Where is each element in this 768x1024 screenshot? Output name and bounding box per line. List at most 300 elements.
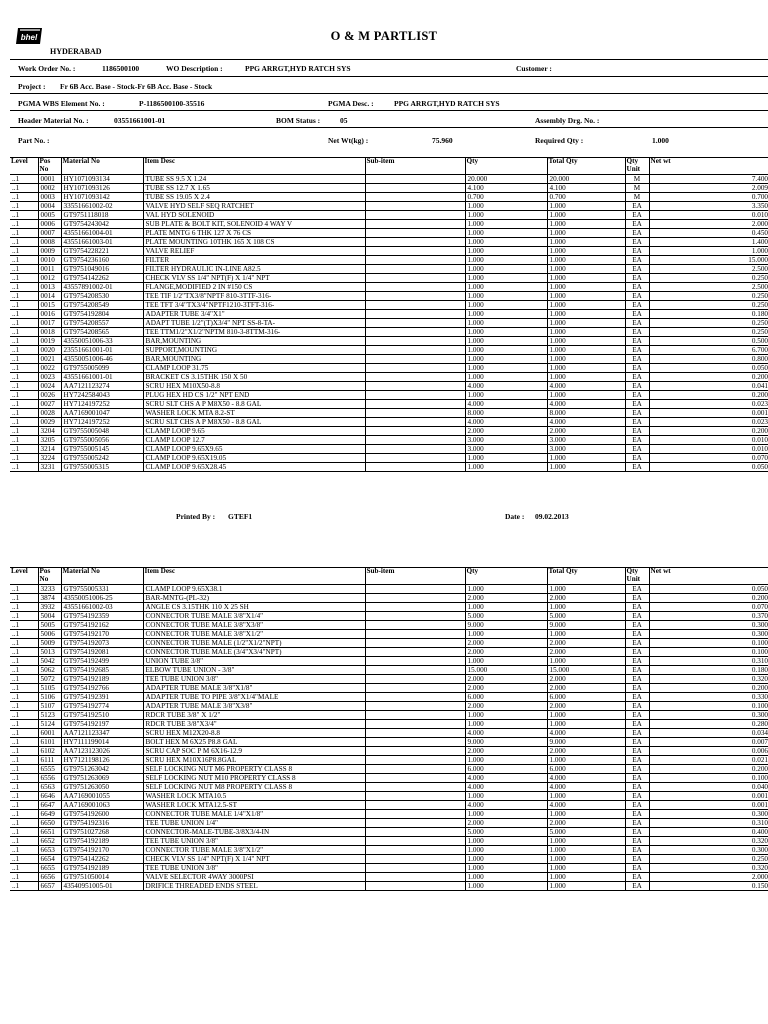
cell-material-no: AA7121123274 xyxy=(61,382,143,391)
cell-material-no: GT9754142262 xyxy=(61,274,143,283)
cell-material-no: AA7169001063 xyxy=(61,801,143,810)
cell-sub-item xyxy=(365,684,465,693)
cell-sub-item xyxy=(365,648,465,657)
divider xyxy=(10,93,768,94)
cell-item-desc: ELBOW TUBE UNION - 3/8" xyxy=(143,666,365,675)
cell-total-qty: 1.000 xyxy=(547,256,625,265)
cell-pos-no: 0005 xyxy=(38,211,61,220)
cell-qty-unit: EA xyxy=(625,301,649,310)
cell-net-wt: 0.370 xyxy=(649,612,768,621)
cell-item-desc: PLATE MNTG 6 THK 127 X 76 CS xyxy=(143,229,365,238)
cell-total-qty: 0.700 xyxy=(547,193,625,202)
cell-pos-no: 6652 xyxy=(38,837,61,846)
cell-qty-unit: EA xyxy=(625,765,649,774)
cell-total-qty: 4.000 xyxy=(547,801,625,810)
table-row xyxy=(10,274,768,283)
col-qty-unit: Qty Unit xyxy=(625,568,649,585)
header-material-value: 03551661001-01 xyxy=(114,116,166,125)
cell-net-wt: 0.180 xyxy=(649,310,768,319)
cell-qty-unit: EA xyxy=(625,382,649,391)
cell-net-wt: 0.700 xyxy=(649,193,768,202)
cell-qty: 9.000 xyxy=(465,738,547,747)
cell-item-desc: TEE TIF 1/2"TX3/8"NPTF 810-3TTF-316- xyxy=(143,292,365,301)
cell-level: ..1 xyxy=(10,729,38,738)
cell-qty: 2.000 xyxy=(465,684,547,693)
cell-item-desc: SCRU SLT CHS A P M8X50 - 8.8 GAL xyxy=(143,400,365,409)
cell-level: ..1 xyxy=(10,454,38,463)
cell-sub-item xyxy=(365,301,465,310)
cell-qty-unit: EA xyxy=(625,238,649,247)
cell-net-wt: 0.050 xyxy=(649,463,768,472)
cell-net-wt: 0.001 xyxy=(649,801,768,810)
cell-sub-item xyxy=(365,810,465,819)
cell-sub-item xyxy=(365,702,465,711)
table-header-row xyxy=(10,158,768,175)
cell-sub-item xyxy=(365,211,465,220)
cell-qty-unit: EA xyxy=(625,657,649,666)
cell-sub-item xyxy=(365,193,465,202)
cell-pos-no: 6653 xyxy=(38,846,61,855)
cell-qty: 3.000 xyxy=(465,445,547,454)
cell-item-desc: SELF LOCKING NUT M10 PROPERTY CLASS 8 xyxy=(143,774,365,783)
cell-qty: 1.000 xyxy=(465,882,547,891)
cell-material-no: GT9754208530 xyxy=(61,292,143,301)
cell-net-wt: 0.500 xyxy=(649,337,768,346)
cell-material-no: GT9754208549 xyxy=(61,301,143,310)
cell-level: ..1 xyxy=(10,738,38,747)
cell-qty-unit: EA xyxy=(625,783,649,792)
cell-material-no: HY7242584043 xyxy=(61,391,143,400)
cell-qty-unit: EA xyxy=(625,603,649,612)
table-row xyxy=(10,738,768,747)
cell-item-desc: FLANGE,MODIFIED 2 IN #150 CS xyxy=(143,283,365,292)
cell-sub-item xyxy=(365,391,465,400)
cell-item-desc: RDCR TUBE 3/8" X 1/2" xyxy=(143,711,365,720)
cell-total-qty: 4.000 xyxy=(547,729,625,738)
cell-qty: 1.000 xyxy=(465,454,547,463)
parts-table-2 xyxy=(10,567,768,891)
cell-qty: 4.000 xyxy=(465,400,547,409)
cell-pos-no: 5005 xyxy=(38,621,61,630)
cell-total-qty: 1.000 xyxy=(547,292,625,301)
table-row xyxy=(10,630,768,639)
svg-text:bhel: bhel xyxy=(20,33,38,42)
cell-qty: 20.000 xyxy=(465,175,547,184)
table-row xyxy=(10,621,768,630)
cell-pos-no: 0018 xyxy=(38,328,61,337)
cell-pos-no: 5072 xyxy=(38,675,61,684)
table-row xyxy=(10,873,768,882)
cell-total-qty: 1.000 xyxy=(547,265,625,274)
cell-net-wt: 0.300 xyxy=(649,810,768,819)
cell-total-qty: 2.000 xyxy=(547,594,625,603)
cell-item-desc: FILTER HYDRAULIC IN-LINE A82.5 xyxy=(143,265,365,274)
cell-material-no: GT9754192359 xyxy=(61,612,143,621)
cell-item-desc: BOLT HEX M 6X25 P8.8 GAL xyxy=(143,738,365,747)
cell-net-wt: 3.350 xyxy=(649,202,768,211)
cell-level: ..1 xyxy=(10,391,38,400)
cell-material-no: GT9754192189 xyxy=(61,864,143,873)
cell-material-no: GT9754192499 xyxy=(61,657,143,666)
cell-sub-item xyxy=(365,801,465,810)
cell-net-wt: 0.450 xyxy=(649,229,768,238)
cell-pos-no: 0022 xyxy=(38,364,61,373)
cell-total-qty: 1.000 xyxy=(547,864,625,873)
cell-material-no: GT9754192189 xyxy=(61,675,143,684)
cell-material-no: GT9754192316 xyxy=(61,819,143,828)
cell-sub-item xyxy=(365,882,465,891)
cell-sub-item xyxy=(365,463,465,472)
cell-net-wt: 0.010 xyxy=(649,445,768,454)
cell-qty-unit: EA xyxy=(625,828,649,837)
cell-net-wt: 0.007 xyxy=(649,738,768,747)
cell-net-wt: 0.023 xyxy=(649,418,768,427)
cell-level: ..1 xyxy=(10,400,38,409)
cell-qty: 15.000 xyxy=(465,666,547,675)
cell-qty: 1.000 xyxy=(465,585,547,594)
cell-sub-item xyxy=(365,855,465,864)
cell-net-wt: 0.040 xyxy=(649,783,768,792)
cell-sub-item xyxy=(365,747,465,756)
table-row xyxy=(10,765,768,774)
cell-item-desc: VALVE RELIEF xyxy=(143,247,365,256)
cell-item-desc: CLAMP LOOP 12.7 xyxy=(143,436,365,445)
col-item-desc: Item Desc xyxy=(143,568,365,585)
cell-level: ..1 xyxy=(10,364,38,373)
cell-total-qty: 1.000 xyxy=(547,274,625,283)
cell-total-qty: 1.000 xyxy=(547,855,625,864)
cell-pos-no: 0016 xyxy=(38,310,61,319)
table-row xyxy=(10,783,768,792)
cell-sub-item xyxy=(365,873,465,882)
table-row xyxy=(10,175,768,184)
cell-qty: 0.700 xyxy=(465,193,547,202)
cell-level: ..1 xyxy=(10,801,38,810)
pgma-wbs-label: PGMA WBS Element No. : xyxy=(18,99,105,108)
cell-total-qty: 1.000 xyxy=(547,283,625,292)
cell-sub-item xyxy=(365,621,465,630)
cell-item-desc: WASHER LOCK MTA10.5 xyxy=(143,792,365,801)
cell-total-qty: 4.100 xyxy=(547,184,625,193)
cell-pos-no: 0014 xyxy=(38,292,61,301)
cell-sub-item xyxy=(365,229,465,238)
table-row xyxy=(10,247,768,256)
cell-net-wt: 7.400 xyxy=(649,175,768,184)
cell-total-qty: 1.000 xyxy=(547,211,625,220)
cell-item-desc: ADAPT TUBE 1/2"(T)X3/4" NPT SS-8-TA- xyxy=(143,319,365,328)
table-row xyxy=(10,445,768,454)
cell-qty-unit: EA xyxy=(625,756,649,765)
table-row xyxy=(10,220,768,229)
cell-sub-item xyxy=(365,774,465,783)
cell-total-qty: 20.000 xyxy=(547,175,625,184)
cell-level: ..1 xyxy=(10,810,38,819)
cell-pos-no: 0011 xyxy=(38,265,61,274)
cell-material-no: GT9754192600 xyxy=(61,810,143,819)
cell-qty: 8.000 xyxy=(465,409,547,418)
cell-sub-item xyxy=(365,328,465,337)
cell-material-no: GT9754208557 xyxy=(61,319,143,328)
cell-qty: 1.000 xyxy=(465,211,547,220)
cell-level: ..1 xyxy=(10,585,38,594)
cell-item-desc: BAR,MOUNTING xyxy=(143,337,365,346)
cell-qty-unit: EA xyxy=(625,612,649,621)
cell-material-no: GT9754192391 xyxy=(61,693,143,702)
cell-level: ..1 xyxy=(10,882,38,891)
cell-pos-no: 0029 xyxy=(38,418,61,427)
cell-item-desc: VALVE HYD SELF SEQ RATCHET xyxy=(143,202,365,211)
cell-qty-unit: EA xyxy=(625,792,649,801)
cell-level: ..1 xyxy=(10,319,38,328)
cell-sub-item xyxy=(365,436,465,445)
cell-material-no: 23551661001-01 xyxy=(61,346,143,355)
cell-material-no: HY1071093134 xyxy=(61,175,143,184)
cell-pos-no: 0020 xyxy=(38,346,61,355)
cell-material-no: AA7121123347 xyxy=(61,729,143,738)
cell-qty-unit: EA xyxy=(625,810,649,819)
cell-level: ..1 xyxy=(10,220,38,229)
cell-level: ..1 xyxy=(10,463,38,472)
cell-total-qty: 3.000 xyxy=(547,436,625,445)
cell-qty: 1.000 xyxy=(465,873,547,882)
table-row xyxy=(10,337,768,346)
cell-sub-item xyxy=(365,666,465,675)
part-no-label: Part No. : xyxy=(18,136,50,145)
cell-item-desc: PLATE MOUNTING 10THK 165 X 108 CS xyxy=(143,238,365,247)
table-row xyxy=(10,292,768,301)
col-qty: Qty xyxy=(465,568,547,585)
cell-item-desc: CLAMP LOOP 9.65X19.05 xyxy=(143,454,365,463)
divider xyxy=(10,110,768,111)
cell-item-desc: CONNECTOR-MALE-TUBE-3/8X3/4-IN xyxy=(143,828,365,837)
cell-level: ..1 xyxy=(10,612,38,621)
cell-sub-item xyxy=(365,756,465,765)
cell-qty-unit: EA xyxy=(625,427,649,436)
cell-qty: 1.000 xyxy=(465,463,547,472)
cell-material-no: GT9755005048 xyxy=(61,427,143,436)
cell-pos-no: 0027 xyxy=(38,400,61,409)
cell-qty-unit: EA xyxy=(625,738,649,747)
cell-net-wt: 0.300 xyxy=(649,711,768,720)
table-row xyxy=(10,801,768,810)
cell-sub-item xyxy=(365,454,465,463)
divider xyxy=(10,127,768,128)
cell-sub-item xyxy=(365,585,465,594)
header-material-label: Header Material No. : xyxy=(18,116,89,125)
col-total-qty: Total Qty xyxy=(547,568,625,585)
cell-qty-unit: EA xyxy=(625,774,649,783)
cell-pos-no: 6647 xyxy=(38,801,61,810)
cell-qty: 6.000 xyxy=(465,765,547,774)
cell-total-qty: 1.000 xyxy=(547,355,625,364)
col-material: Material No xyxy=(61,158,143,175)
table-row xyxy=(10,612,768,621)
cell-sub-item xyxy=(365,418,465,427)
cell-item-desc: CONNECTOR TUBE MALE 3/8"X3/8" xyxy=(143,621,365,630)
cell-qty-unit: EA xyxy=(625,202,649,211)
cell-qty-unit: EA xyxy=(625,630,649,639)
cell-net-wt: 15.000 xyxy=(649,256,768,265)
cell-item-desc: SCRU SLT CHS A P M8X50 - 8.8 GAL xyxy=(143,418,365,427)
cell-level: ..1 xyxy=(10,355,38,364)
cell-item-desc: TEE TTM1/2"X1/2"NPTM 810-3-8TTM-316- xyxy=(143,328,365,337)
cell-qty: 2.000 xyxy=(465,594,547,603)
cell-pos-no: 3205 xyxy=(38,436,61,445)
cell-net-wt: 0.041 xyxy=(649,382,768,391)
cell-qty: 1.000 xyxy=(465,837,547,846)
cell-pos-no: 0002 xyxy=(38,184,61,193)
cell-total-qty: 1.000 xyxy=(547,337,625,346)
cell-qty: 4.100 xyxy=(465,184,547,193)
cell-level: ..1 xyxy=(10,238,38,247)
cell-qty: 1.000 xyxy=(465,391,547,400)
cell-pos-no: 0019 xyxy=(38,337,61,346)
table-row xyxy=(10,202,768,211)
cell-total-qty: 1.000 xyxy=(547,463,625,472)
cell-total-qty: 4.000 xyxy=(547,382,625,391)
cell-qty-unit: EA xyxy=(625,220,649,229)
col-pos: Pos No xyxy=(38,568,61,585)
cell-qty-unit: EA xyxy=(625,684,649,693)
wo-desc-label: WO Description : xyxy=(166,64,223,73)
cell-sub-item xyxy=(365,792,465,801)
cell-qty: 1.000 xyxy=(465,310,547,319)
cell-total-qty: 1.000 xyxy=(547,837,625,846)
cell-sub-item xyxy=(365,373,465,382)
cell-pos-no: 0021 xyxy=(38,355,61,364)
cell-net-wt: 0.050 xyxy=(649,364,768,373)
cell-item-desc: SCRU CAP SOC P M 6X16-12.9 xyxy=(143,747,365,756)
cell-qty-unit: EA xyxy=(625,364,649,373)
cell-pos-no: 6111 xyxy=(38,756,61,765)
cell-net-wt: 0.050 xyxy=(649,585,768,594)
cell-sub-item xyxy=(365,319,465,328)
cell-qty: 1.000 xyxy=(465,373,547,382)
cell-total-qty: 1.000 xyxy=(547,364,625,373)
cell-net-wt: 0.200 xyxy=(649,373,768,382)
cell-item-desc: ADAPTER TUBE TO PIPE 3/8"X1/4"MALE xyxy=(143,693,365,702)
cell-qty-unit: EA xyxy=(625,666,649,675)
cell-sub-item xyxy=(365,238,465,247)
cell-material-no: GT9755005315 xyxy=(61,463,143,472)
cell-qty-unit: EA xyxy=(625,720,649,729)
cell-qty-unit: EA xyxy=(625,864,649,873)
cell-qty: 1.000 xyxy=(465,346,547,355)
cell-qty-unit: EA xyxy=(625,846,649,855)
cell-sub-item xyxy=(365,603,465,612)
cell-level: ..1 xyxy=(10,837,38,846)
table-row xyxy=(10,657,768,666)
cell-sub-item xyxy=(365,400,465,409)
cell-qty: 1.000 xyxy=(465,864,547,873)
cell-item-desc: BAR-MNTG-(PL-32) xyxy=(143,594,365,603)
cell-qty: 1.000 xyxy=(465,256,547,265)
divider xyxy=(10,59,768,60)
cell-item-desc: FILTER xyxy=(143,256,365,265)
cell-material-no: 43551661003-01 xyxy=(61,238,143,247)
cell-sub-item xyxy=(365,765,465,774)
cell-sub-item xyxy=(365,409,465,418)
cell-level: ..1 xyxy=(10,247,38,256)
cell-qty: 1.000 xyxy=(465,337,547,346)
cell-total-qty: 1.000 xyxy=(547,202,625,211)
cell-level: ..1 xyxy=(10,666,38,675)
cell-pos-no: 3932 xyxy=(38,603,61,612)
cell-pos-no: 0007 xyxy=(38,229,61,238)
cell-qty: 1.000 xyxy=(465,220,547,229)
table-row xyxy=(10,364,768,373)
cell-qty: 1.000 xyxy=(465,202,547,211)
cell-level: ..1 xyxy=(10,175,38,184)
cell-item-desc: SUPPORT,MOUNTING xyxy=(143,346,365,355)
cell-material-no: GT9754243042 xyxy=(61,220,143,229)
cell-total-qty: 1.000 xyxy=(547,247,625,256)
cell-item-desc: SELF LOCKING NUT M6 PROPERTY CLASS 8 xyxy=(143,765,365,774)
cell-sub-item xyxy=(365,184,465,193)
cell-net-wt: 0.300 xyxy=(649,621,768,630)
table-row xyxy=(10,211,768,220)
cell-material-no: GT9754192081 xyxy=(61,648,143,657)
cell-net-wt: 2.009 xyxy=(649,184,768,193)
cell-qty-unit: EA xyxy=(625,454,649,463)
cell-qty-unit: EA xyxy=(625,337,649,346)
cell-level: ..1 xyxy=(10,675,38,684)
cell-level: ..1 xyxy=(10,639,38,648)
cell-material-no: 43551661002-03 xyxy=(61,603,143,612)
cell-net-wt: 2.500 xyxy=(649,265,768,274)
cell-pos-no: 5042 xyxy=(38,657,61,666)
cell-qty: 4.000 xyxy=(465,801,547,810)
table-row xyxy=(10,283,768,292)
cell-total-qty: 1.000 xyxy=(547,319,625,328)
cell-pos-no: 3214 xyxy=(38,445,61,454)
cell-pos-no: 6001 xyxy=(38,729,61,738)
cell-item-desc: CHECK VLV SS 1/4" NPT(F) X 1/4" NPT xyxy=(143,855,365,864)
cell-item-desc: SCRU HEX M12X20-8.8 xyxy=(143,729,365,738)
cell-item-desc: PLUG HEX HD CS 1/2" NPT END xyxy=(143,391,365,400)
table-row xyxy=(10,265,768,274)
cell-total-qty: 1.000 xyxy=(547,220,625,229)
parts-table-1 xyxy=(10,157,768,472)
cell-qty: 1.000 xyxy=(465,846,547,855)
date-value: 09.02.2013 xyxy=(535,512,569,521)
table-row xyxy=(10,229,768,238)
cell-qty-unit: EA xyxy=(625,409,649,418)
cell-sub-item xyxy=(365,445,465,454)
cell-item-desc: CLAMP LOOP 9.65 xyxy=(143,427,365,436)
cell-net-wt: 0.800 xyxy=(649,355,768,364)
cell-level: ..1 xyxy=(10,211,38,220)
cell-item-desc: BRACKET CS 3.15THK 150 X 50 xyxy=(143,373,365,382)
cell-total-qty: 1.000 xyxy=(547,328,625,337)
cell-item-desc: ANGLE CS 3.15THK 110 X 25 SH xyxy=(143,603,365,612)
cell-material-no: HY7124197252 xyxy=(61,400,143,409)
cell-level: ..1 xyxy=(10,873,38,882)
table-row xyxy=(10,382,768,391)
cell-level: ..1 xyxy=(10,774,38,783)
cell-total-qty: 2.000 xyxy=(547,819,625,828)
cell-qty: 1.000 xyxy=(465,810,547,819)
cell-sub-item xyxy=(365,639,465,648)
table-row xyxy=(10,864,768,873)
cell-material-no: GT9751049016 xyxy=(61,265,143,274)
cell-pos-no: 0006 xyxy=(38,220,61,229)
pgma-wbs-value: P-1186500100-35516 xyxy=(139,99,205,108)
table-row xyxy=(10,418,768,427)
cell-qty: 2.000 xyxy=(465,639,547,648)
cell-total-qty: 4.000 xyxy=(547,774,625,783)
cell-item-desc: CLAMP LOOP 9.65X9.65 xyxy=(143,445,365,454)
